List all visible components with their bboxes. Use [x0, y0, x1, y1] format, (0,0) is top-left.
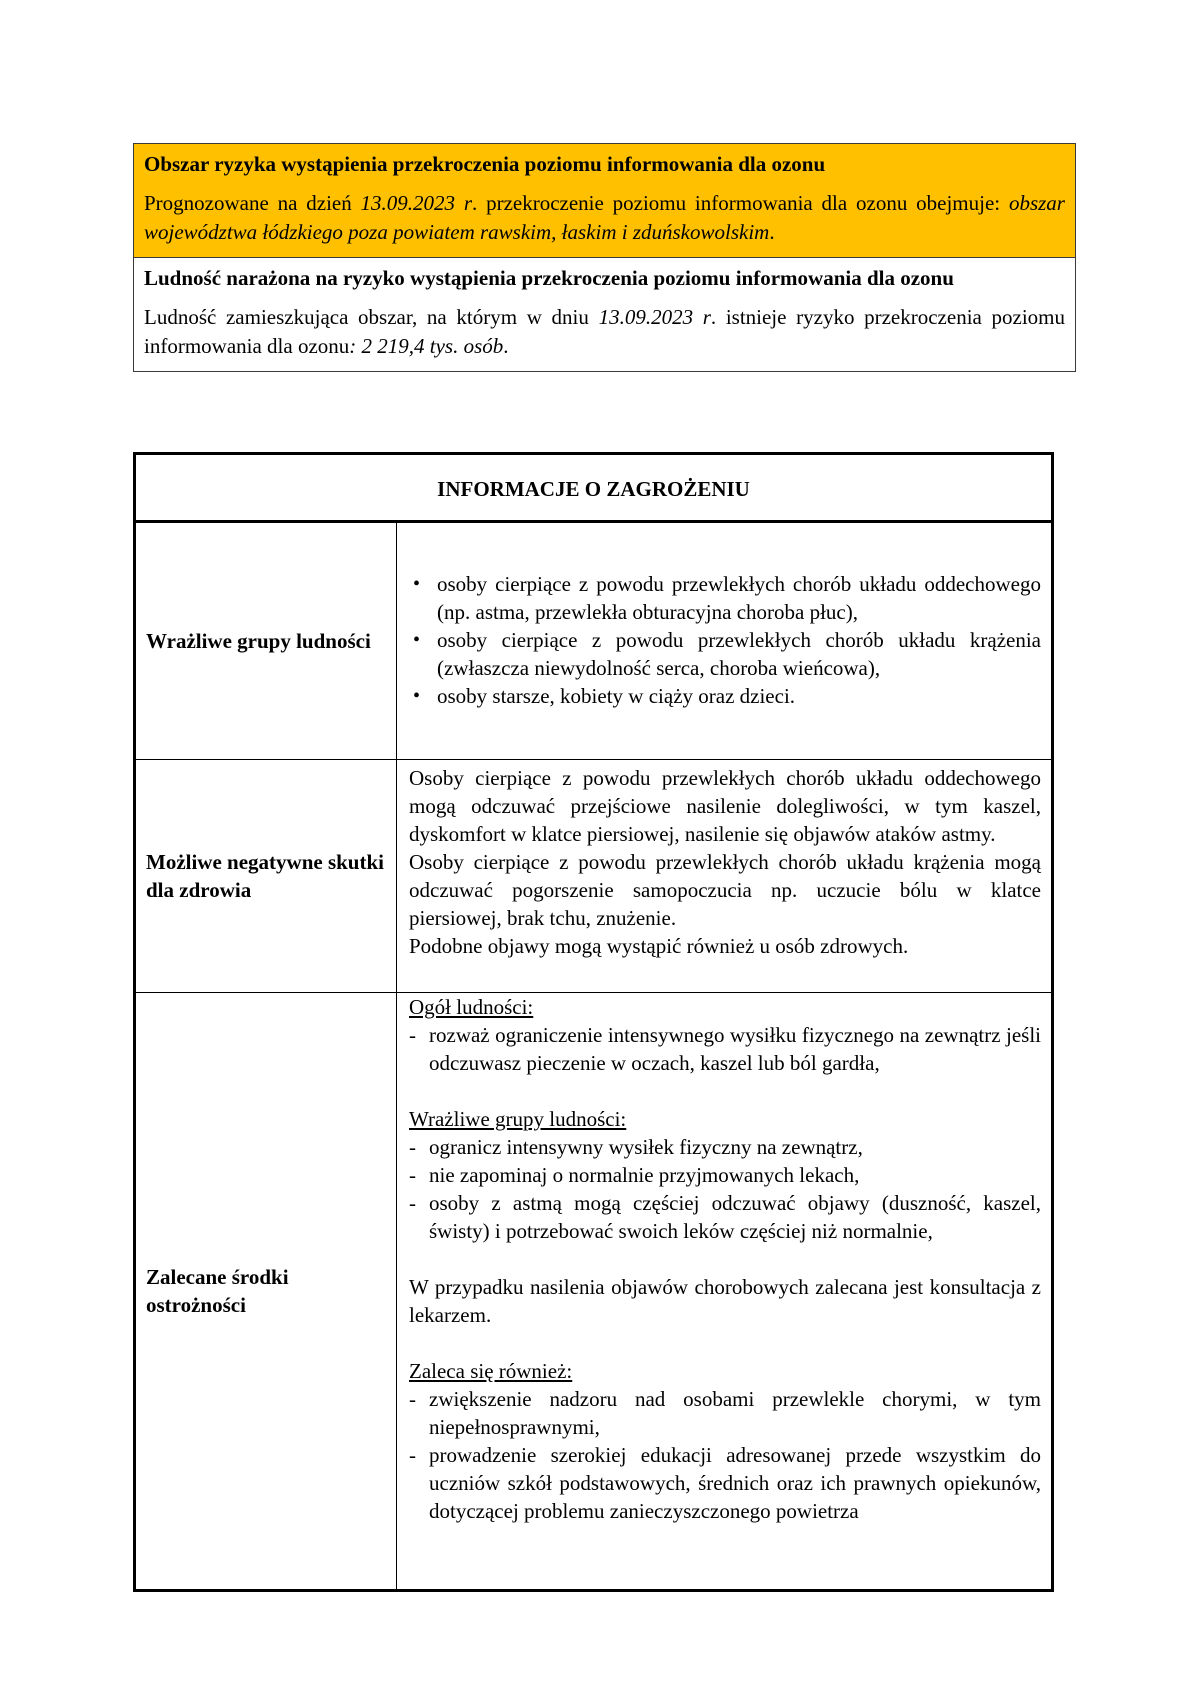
list-item	[409, 1021, 1041, 1077]
risk-area-region: obszar województwa łódzkiego poza powiatem rawskim, łaskim i zduńskowolskim	[144, 191, 1065, 244]
population-value: : 2 219,4 tys. osób	[349, 334, 504, 358]
population-section	[134, 258, 1075, 371]
list-item	[409, 1161, 1041, 1189]
sensitive-population-heading: Wrażliwe grupy ludności:	[409, 1107, 627, 1131]
list-item-text: ogranicz intensywny wysiłek fizyczny na zewnątrz,	[429, 1135, 863, 1159]
population-text-middle: . istnieje ryzyko przekroczenia poziomu informowania dla ozonu	[144, 305, 1065, 358]
row-content-sensitive-groups	[397, 522, 1053, 760]
risk-area-date: 13.09.2023 r	[360, 191, 473, 215]
list-item	[409, 1189, 1041, 1245]
list-item: • osoby cierpiące z powodu przewlekłych chorób układu oddechowego (np. astma, przewlekła obturacyjna choroba płuc),	[409, 570, 1041, 626]
dash-marker: -	[409, 1443, 416, 1467]
risk-area-text-middle: . przekroczenie poziomu informowania dla ozonu obejmuje:	[472, 191, 1009, 215]
list-item	[409, 1133, 1041, 1161]
risk-area-text-prefix: Prognozowane na dzień	[144, 191, 361, 215]
paragraph: Osoby cierpiące z powodu przewlekłych chorób układu krążenia mogą odczuwać pogorszenie samopoczucia np. uczucie bólu w klatce piersiowej, brak tchu, znużenie.	[409, 850, 1041, 930]
dash-marker: -	[409, 1191, 416, 1215]
table-row-precautions	[135, 993, 1053, 1591]
table-row-sensitive-groups	[135, 522, 1053, 760]
row-label-health-effects: Możliwe negatywne skutki dla zdrowia	[135, 760, 397, 993]
hazard-info-table	[133, 452, 1054, 1592]
risk-area-text-suffix: .	[769, 220, 775, 244]
list-item	[409, 1441, 1041, 1525]
spacer	[409, 1245, 1041, 1273]
dash-marker: -	[409, 1387, 416, 1411]
list-item-text: zwiększenie nadzoru nad osobami przewlekle chorymi, w tym niepełnosprawnymi,	[429, 1387, 1041, 1439]
risk-area-title: Obszar ryzyka wystąpienia przekroczenia poziomu informowania dla ozonu	[144, 152, 826, 176]
list-item: • osoby cierpiące z powodu przewlekłych chorób układu krążenia (zwłaszcza niewydolność serca, choroba wieńcowa),	[409, 626, 1041, 682]
list-item	[409, 1385, 1041, 1441]
dash-marker: -	[409, 1023, 416, 1047]
population-text	[144, 303, 1065, 361]
general-population-list	[409, 1021, 1041, 1077]
table-row-health-effects	[135, 760, 1053, 993]
list-item-text: nie zapominaj o normalnie przyjmowanych lekach,	[429, 1163, 860, 1187]
spacer	[409, 1329, 1041, 1357]
consultation-text: W przypadku nasilenia objawów chorobowych zalecana jest konsultacja z lekarzem.	[409, 1275, 1041, 1327]
spacer	[409, 1077, 1041, 1105]
also-recommended-heading: Zaleca się również:	[409, 1359, 573, 1383]
sensitive-population-list	[409, 1133, 1041, 1245]
also-recommended-list	[409, 1385, 1041, 1525]
general-population-heading: Ogół ludności:	[409, 995, 534, 1019]
paragraph: Podobne objawy mogą wystąpić również u osób zdrowych.	[409, 934, 909, 958]
population-title: Ludność narażona na ryzyko wystąpienia przekroczenia poziomu informowania dla ozonu	[144, 266, 954, 290]
list-item-text: osoby z astmą mogą częściej odczuwać objawy (duszność, kaszel, świsty) i potrzebować swoich leków częściej niż normalnie,	[429, 1191, 1041, 1243]
sensitive-groups-list	[409, 570, 1041, 710]
paragraph: Osoby cierpiące z powodu przewlekłych chorób układu oddechowego mogą odczuwać przejściowe nasilenie dolegliwości, w tym kaszel, dyskomfort w klatce piersiowej, nasilenie się objawów ataków astmy.	[409, 766, 1041, 846]
population-text-prefix: Ludność zamieszkująca obszar, na którym w dniu	[144, 305, 599, 329]
risk-area-text	[144, 189, 1065, 247]
list-item: • osoby starsze, kobiety w ciąży oraz dzieci.	[409, 682, 1041, 710]
population-text-suffix: .	[503, 334, 509, 358]
row-content-health-effects	[397, 760, 1053, 993]
population-date: 13.09.2023 r	[598, 305, 711, 329]
row-label-sensitive-groups: Wrażliwe grupy ludności	[135, 522, 397, 760]
risk-info-box	[133, 143, 1076, 372]
dash-marker: -	[409, 1135, 416, 1159]
list-item-text: rozważ ograniczenie intensywnego wysiłku fizycznego na zewnątrz jeśli odczuwasz pieczenie w oczach, kaszel lub ból gardła,	[429, 1023, 1041, 1075]
table-header-row	[135, 454, 1053, 522]
table-header: INFORMACJE O ZAGROŻENIU	[135, 454, 1053, 522]
row-label-precautions: Zalecane środki ostrożności	[135, 993, 397, 1591]
risk-area-section	[134, 144, 1075, 258]
list-item-text: prowadzenie szerokiej edukacji adresowanej przede wszystkim do uczniów szkół podstawowych, średnich oraz ich prawnych opiekunów, dotyczącej problemu zanieczyszczonego powietrza	[429, 1443, 1041, 1523]
dash-marker: -	[409, 1163, 416, 1187]
row-content-precautions	[397, 993, 1053, 1591]
